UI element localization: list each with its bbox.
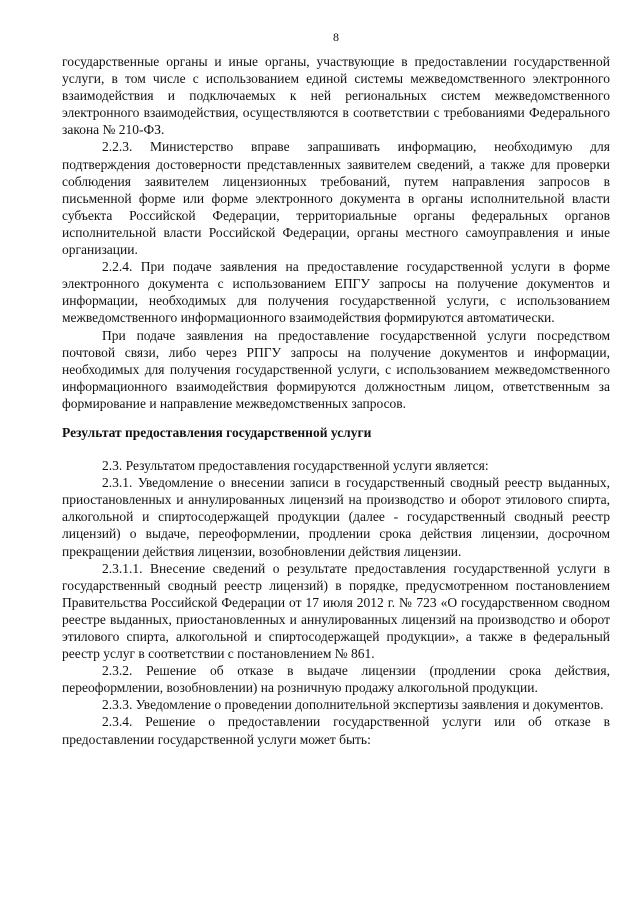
paragraph-2-3-4: 2.3.4. Решение о предоставлении государственной услуги или об отказе в предоставлении государственной услуги может быть:	[62, 714, 610, 747]
paragraph-2-2-4: 2.2.4. При подаче заявления на предоставление государственной услуги в форме электронного документа с использованием ЕПГУ запросы на получение документов и информации, необходимых для получения государственной услуги, с использованием межведомственного информационного взаимодействия формируются автоматически.	[62, 259, 610, 326]
paragraph-2-3-1: 2.3.1. Уведомление о внесении записи в государственный сводный реестр выданных, приостановленных и аннулированных лицензий на производство и оборот этилового спирта, алкогольной и спиртосодержащей продукции (далее - государственный сводный реестр лицензий) о выдаче, переоформлении, продлении срока действия лицензии, досрочном прекращении действия лицензии, возобновлении действия лицензии.	[62, 475, 610, 559]
paragraph-2-2-3: 2.2.3. Министерство вправе запрашивать информацию, необходимую для подтверждения достоверности представленных заявителем сведений, а также для проверки соблюдения заявителем лицензионных требований, путем направления запросов в письменной форме или форме электронного документа в органы исполнительной власти субъекта Российской Федерации, территориальные органы федеральных органов исполнительной власти Российской Федерации, органы местного самоуправления и иные организации.	[62, 139, 610, 258]
paragraph-2-3-1-1: 2.3.1.1. Внесение сведений о результате предоставления государственной услуги в государственный сводный реестр лицензий) в порядке, предусмотренном постановлением Правительства Российской Федерации от 17 июля 2012 г. № 723 «О государственном сводном реестре выданных, приостановленных и аннулированных лицензий на производство и оборот этилового спирта, алкогольной и спиртосодержащей продукции», а также в федеральный реестр услуг в соответствии с постановлением № 861.	[62, 560, 610, 662]
paragraph-postal-submission: При подаче заявления на предоставление государственной услуги посредством почтовой связи, либо через РПГУ запросы на получение документов и информации, необходимых для получения государственной услуги, с использованием межведомственного информационного взаимодействия формируются должностным лицом, ответственным за формирование и направление межведомственных запросов.	[62, 327, 610, 411]
document-body	[62, 53, 610, 748]
section-heading: Результат предоставления государственной услуги	[62, 424, 372, 440]
page-number: 8	[333, 30, 339, 44]
paragraph-continuation: государственные органы и иные органы, участвующие в предоставлении государственной услуги, в том числе с использованием единой системы межведомственного электронного взаимодействия и подключаемых к ней региональных систем межведомственного электронного взаимодействия, осуществляются в соответствии с требованиями Федерального закона № 210-ФЗ.	[62, 54, 610, 138]
paragraph-2-3: 2.3. Результатом предоставления государственной услуги является:	[102, 458, 489, 474]
paragraph-2-3-3: 2.3.3. Уведомление о проведении дополнительной экспертизы заявления и документов.	[102, 697, 604, 713]
paragraph-2-3-2: 2.3.2. Решение об отказе в выдаче лицензии (продлении срока действия, переоформлении, возобновлении) на розничную продажу алкогольной продукции.	[62, 663, 610, 696]
